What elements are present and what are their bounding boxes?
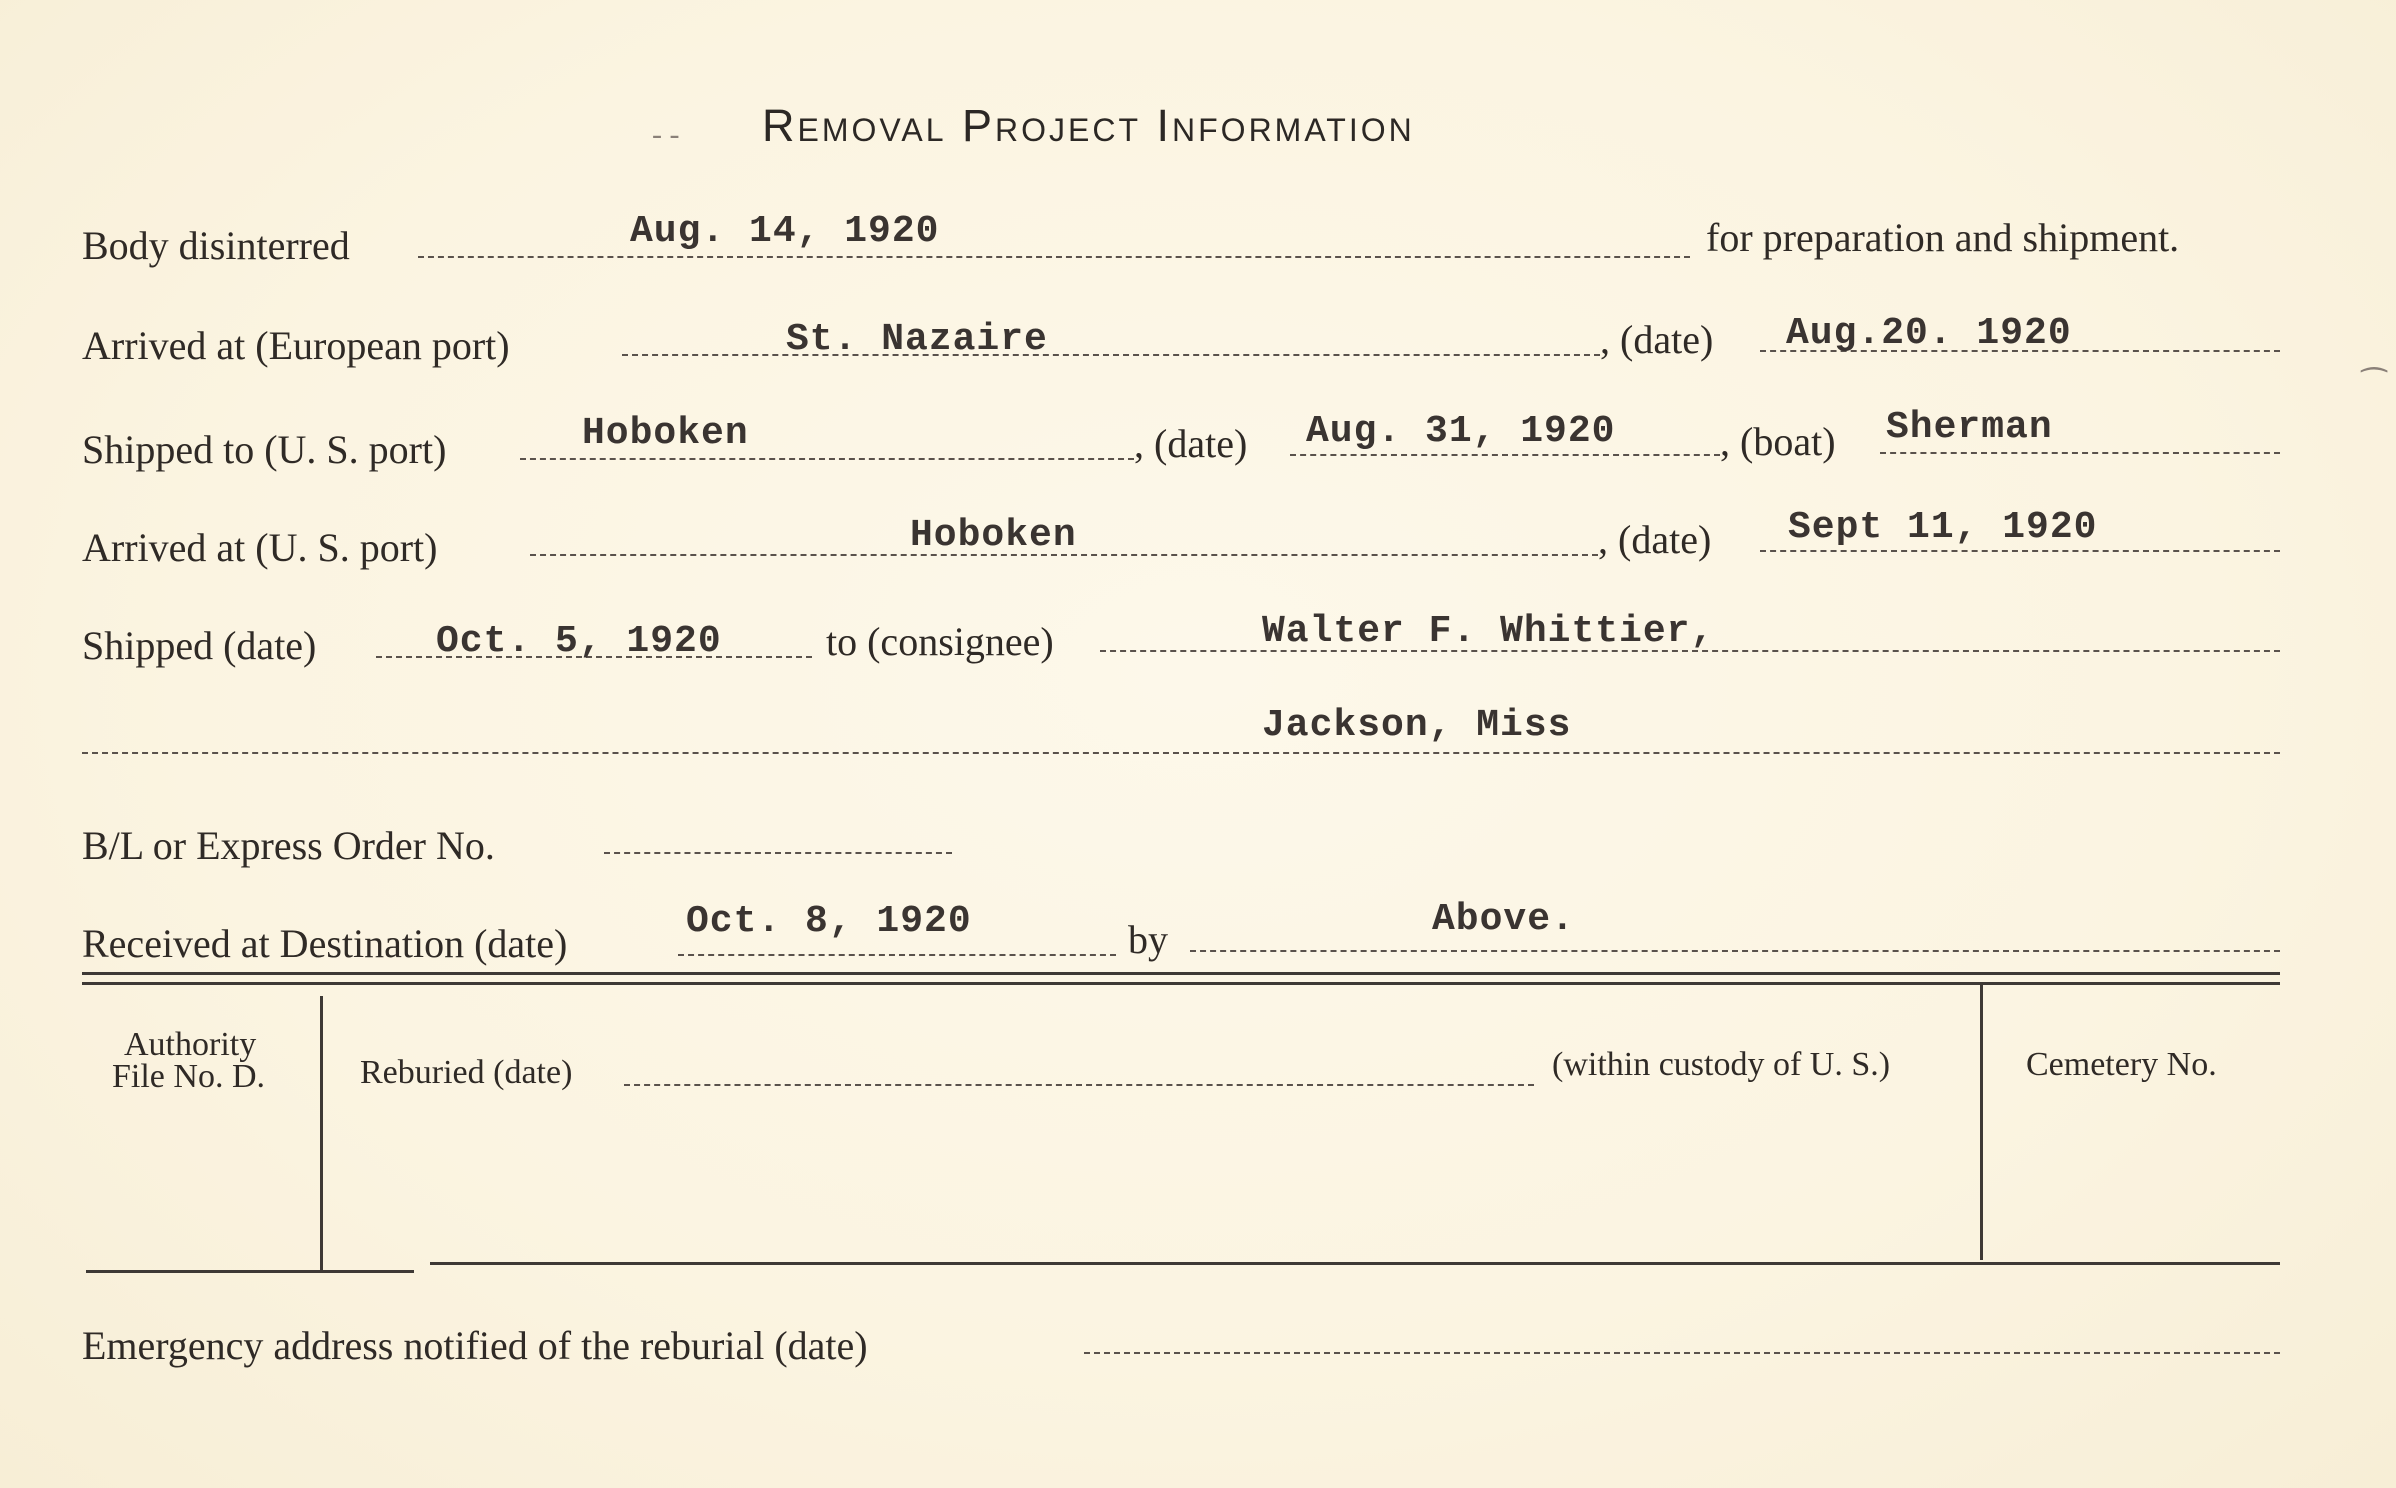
received-date-line (678, 954, 1116, 956)
shipped-date-value: Oct. 5, 1920 (436, 620, 722, 663)
table-divider-right (1980, 984, 1983, 1260)
european-port-line (622, 354, 1600, 356)
reburied-label: Reburied (date) (360, 1054, 573, 1091)
table-top-rule-double (82, 982, 2280, 985)
shipped-us-date-value: Aug. 31, 1920 (1306, 410, 1616, 453)
consignee-city-line (82, 752, 2280, 754)
custody-label: (within custody of U. S.) (1552, 1046, 1891, 1083)
consignee-value: Walter F. Whittier, (1262, 610, 1715, 653)
disinterred-label: Body disinterred (82, 223, 350, 268)
boat-value: Sherman (1886, 406, 2053, 449)
boat-label: , (boat) (1720, 419, 1836, 464)
bl-label: B/L or Express Order No. (82, 823, 495, 868)
arrived-us-date-label: , (date) (1598, 517, 1712, 562)
bl-line (604, 852, 952, 854)
received-date-value: Oct. 8, 1920 (686, 900, 972, 943)
shipped-us-date-line (1290, 454, 1720, 456)
european-date-label: , (date) (1600, 317, 1714, 362)
received-by-line (1190, 950, 2280, 952)
page-title: Removal Project Information (762, 100, 1415, 151)
arrived-us-date-value: Sept 11, 1920 (1788, 506, 2098, 549)
disinterred-suffix: for preparation and shipment. (1706, 215, 2180, 260)
disinterred-line (418, 256, 1690, 258)
shipped-us-label: Shipped to (U. S. port) (82, 427, 447, 472)
received-by-value: Above. (1432, 898, 1575, 941)
stray-mark: - - (652, 118, 680, 151)
table-divider-left (320, 996, 323, 1270)
edge-mark: ⁀ (2362, 369, 2387, 402)
shipped-date-label: Shipped (date) (82, 623, 317, 668)
authority-line2: File No. D. (112, 1058, 265, 1095)
emergency-line (1084, 1352, 2280, 1354)
received-label: Received at Destination (date) (82, 921, 568, 966)
table-bottom-rule-right (430, 1262, 2280, 1265)
arrived-us-date-line (1760, 550, 2280, 552)
european-port-label: Arrived at (European port) (82, 323, 510, 368)
emergency-label: Emergency address notified of the reburial (date) (82, 1323, 868, 1368)
table-bottom-rule-left (86, 1270, 414, 1273)
consignee-label: to (consignee) (826, 619, 1054, 664)
authority-line1: Authority (124, 1026, 257, 1063)
consignee-city-value: Jackson, Miss (1262, 704, 1572, 747)
disinterred-value: Aug. 14, 1920 (630, 210, 940, 253)
arrived-us-value: Hoboken (910, 514, 1077, 557)
shipped-us-value: Hoboken (582, 412, 749, 455)
european-port-value: St. Nazaire (786, 318, 1048, 361)
cemetery-label: Cemetery No. (2026, 1046, 2217, 1083)
boat-line (1880, 452, 2280, 454)
table-top-rule (82, 972, 2280, 975)
reburied-line (624, 1084, 1534, 1086)
received-by-label: by (1128, 917, 1168, 962)
european-date-value: Aug.20. 1920 (1786, 312, 2072, 355)
shipped-us-date-label: , (date) (1134, 421, 1248, 466)
shipped-us-line (520, 458, 1134, 460)
arrived-us-label: Arrived at (U. S. port) (82, 525, 438, 570)
